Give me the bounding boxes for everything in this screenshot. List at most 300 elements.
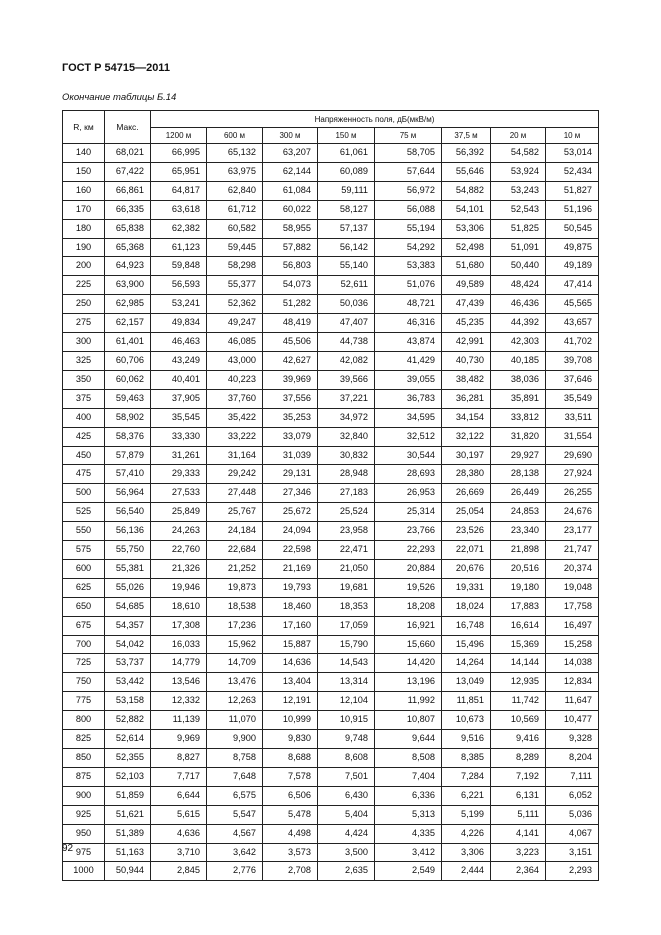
value-cell: 19,873 — [207, 578, 263, 597]
value-cell: 17,059 — [318, 616, 375, 635]
value-cell: 20,374 — [546, 559, 599, 578]
value-cell: 19,946 — [151, 578, 207, 597]
value-cell: 9,328 — [546, 730, 599, 749]
max-value-cell: 54,042 — [105, 635, 151, 654]
value-cell: 33,222 — [207, 427, 263, 446]
value-cell: 12,191 — [263, 692, 318, 711]
max-value-cell: 57,410 — [105, 465, 151, 484]
table-row — [63, 541, 599, 560]
value-cell: 27,448 — [207, 484, 263, 503]
value-cell: 37,646 — [546, 370, 599, 389]
value-cell: 6,506 — [263, 786, 318, 805]
distance-cell: 225 — [63, 276, 105, 295]
max-value-cell: 59,463 — [105, 389, 151, 408]
table-row — [63, 824, 599, 843]
max-value-cell: 51,389 — [105, 824, 151, 843]
value-cell: 52,434 — [546, 162, 599, 181]
value-cell: 3,642 — [207, 843, 263, 862]
field-strength-table — [62, 110, 599, 881]
max-value-cell: 62,157 — [105, 314, 151, 333]
table-row — [63, 503, 599, 522]
value-cell: 61,084 — [263, 181, 318, 200]
value-cell: 31,039 — [263, 446, 318, 465]
value-cell: 56,803 — [263, 257, 318, 276]
value-cell: 54,101 — [442, 200, 491, 219]
value-cell: 26,953 — [375, 484, 442, 503]
value-cell: 51,196 — [546, 200, 599, 219]
value-cell: 12,935 — [491, 673, 546, 692]
table-row — [63, 730, 599, 749]
value-cell: 56,972 — [375, 181, 442, 200]
value-cell: 21,747 — [546, 541, 599, 560]
column-header-height: 600 м — [207, 128, 263, 144]
table-row — [63, 843, 599, 862]
value-cell: 40,223 — [207, 370, 263, 389]
value-cell: 37,905 — [151, 389, 207, 408]
value-cell: 26,449 — [491, 484, 546, 503]
value-cell: 40,401 — [151, 370, 207, 389]
value-cell: 57,137 — [318, 219, 375, 238]
value-cell: 30,544 — [375, 446, 442, 465]
value-cell: 31,554 — [546, 427, 599, 446]
table-caption: Окончание таблицы Б.14 — [62, 92, 177, 103]
table-row — [63, 635, 599, 654]
column-header-height: 20 м — [491, 128, 546, 144]
distance-cell: 300 — [63, 333, 105, 352]
value-cell: 57,882 — [263, 238, 318, 257]
table-row — [63, 616, 599, 635]
value-cell: 18,460 — [263, 597, 318, 616]
value-cell: 50,440 — [491, 257, 546, 276]
value-cell: 5,313 — [375, 805, 442, 824]
value-cell: 27,533 — [151, 484, 207, 503]
value-cell: 8,827 — [151, 749, 207, 768]
value-cell: 14,636 — [263, 654, 318, 673]
max-value-cell: 66,861 — [105, 181, 151, 200]
value-cell: 9,969 — [151, 730, 207, 749]
value-cell: 25,849 — [151, 503, 207, 522]
value-cell: 3,710 — [151, 843, 207, 862]
value-cell: 43,657 — [546, 314, 599, 333]
value-cell: 51,825 — [491, 219, 546, 238]
value-cell: 52,611 — [318, 276, 375, 295]
value-cell: 10,999 — [263, 711, 318, 730]
value-cell: 63,207 — [263, 144, 318, 163]
max-value-cell: 66,335 — [105, 200, 151, 219]
max-value-cell: 53,737 — [105, 654, 151, 673]
value-cell: 49,247 — [207, 314, 263, 333]
value-cell: 13,476 — [207, 673, 263, 692]
value-cell: 51,282 — [263, 295, 318, 314]
max-value-cell: 54,357 — [105, 616, 151, 635]
distance-cell: 650 — [63, 597, 105, 616]
table-row — [63, 484, 599, 503]
value-cell: 26,255 — [546, 484, 599, 503]
value-cell: 54,882 — [442, 181, 491, 200]
value-cell: 15,369 — [491, 635, 546, 654]
value-cell: 28,380 — [442, 465, 491, 484]
value-cell: 65,951 — [151, 162, 207, 181]
value-cell: 52,362 — [207, 295, 263, 314]
value-cell: 7,404 — [375, 767, 442, 786]
value-cell: 48,424 — [491, 276, 546, 295]
value-cell: 30,832 — [318, 446, 375, 465]
max-value-cell: 56,540 — [105, 503, 151, 522]
table-row — [63, 333, 599, 352]
value-cell: 31,164 — [207, 446, 263, 465]
value-cell: 56,142 — [318, 238, 375, 257]
distance-cell: 450 — [63, 446, 105, 465]
value-cell: 14,779 — [151, 654, 207, 673]
value-cell: 42,082 — [318, 351, 375, 370]
value-cell: 56,593 — [151, 276, 207, 295]
value-cell: 24,184 — [207, 522, 263, 541]
value-cell: 51,091 — [491, 238, 546, 257]
distance-cell: 975 — [63, 843, 105, 862]
value-cell: 58,705 — [375, 144, 442, 163]
max-value-cell: 58,902 — [105, 408, 151, 427]
value-cell: 53,306 — [442, 219, 491, 238]
value-cell: 10,807 — [375, 711, 442, 730]
column-group-header: Напряженность поля, дБ(мкВ/м) — [151, 111, 599, 128]
distance-cell: 700 — [63, 635, 105, 654]
value-cell: 21,252 — [207, 559, 263, 578]
distance-cell: 725 — [63, 654, 105, 673]
max-value-cell: 52,103 — [105, 767, 151, 786]
value-cell: 28,693 — [375, 465, 442, 484]
max-value-cell: 65,838 — [105, 219, 151, 238]
table-row — [63, 749, 599, 768]
value-cell: 8,688 — [263, 749, 318, 768]
value-cell: 14,709 — [207, 654, 263, 673]
value-cell: 19,526 — [375, 578, 442, 597]
value-cell: 55,140 — [318, 257, 375, 276]
value-cell: 39,566 — [318, 370, 375, 389]
value-cell: 4,567 — [207, 824, 263, 843]
distance-cell: 500 — [63, 484, 105, 503]
value-cell: 64,817 — [151, 181, 207, 200]
value-cell: 59,848 — [151, 257, 207, 276]
value-cell: 25,314 — [375, 503, 442, 522]
value-cell: 4,067 — [546, 824, 599, 843]
table-row — [63, 238, 599, 257]
max-value-cell: 63,900 — [105, 276, 151, 295]
value-cell: 25,054 — [442, 503, 491, 522]
value-cell: 37,556 — [263, 389, 318, 408]
value-cell: 9,900 — [207, 730, 263, 749]
distance-cell: 1000 — [63, 862, 105, 881]
value-cell: 49,834 — [151, 314, 207, 333]
table-row — [63, 351, 599, 370]
value-cell: 29,131 — [263, 465, 318, 484]
value-cell: 5,404 — [318, 805, 375, 824]
value-cell: 22,293 — [375, 541, 442, 560]
value-cell: 3,223 — [491, 843, 546, 862]
value-cell: 37,760 — [207, 389, 263, 408]
value-cell: 22,760 — [151, 541, 207, 560]
distance-cell: 170 — [63, 200, 105, 219]
value-cell: 13,314 — [318, 673, 375, 692]
value-cell: 59,111 — [318, 181, 375, 200]
value-cell: 15,790 — [318, 635, 375, 654]
column-header-height: 1200 м — [151, 128, 207, 144]
value-cell: 11,851 — [442, 692, 491, 711]
value-cell: 43,000 — [207, 351, 263, 370]
distance-cell: 575 — [63, 541, 105, 560]
table-row — [63, 370, 599, 389]
value-cell: 15,496 — [442, 635, 491, 654]
value-cell: 24,094 — [263, 522, 318, 541]
value-cell: 9,748 — [318, 730, 375, 749]
value-cell: 55,194 — [375, 219, 442, 238]
max-value-cell: 55,381 — [105, 559, 151, 578]
column-header-max: Макс. — [105, 111, 151, 144]
value-cell: 4,226 — [442, 824, 491, 843]
value-cell: 6,336 — [375, 786, 442, 805]
value-cell: 20,676 — [442, 559, 491, 578]
page-number: 92 — [62, 843, 74, 854]
value-cell: 16,497 — [546, 616, 599, 635]
column-header-distance: R, км — [63, 111, 105, 144]
table-row — [63, 162, 599, 181]
value-cell: 10,915 — [318, 711, 375, 730]
table-row — [63, 200, 599, 219]
value-cell: 17,308 — [151, 616, 207, 635]
value-cell: 5,547 — [207, 805, 263, 824]
table-row — [63, 862, 599, 881]
value-cell: 35,545 — [151, 408, 207, 427]
value-cell: 25,767 — [207, 503, 263, 522]
value-cell: 38,036 — [491, 370, 546, 389]
value-cell: 7,192 — [491, 767, 546, 786]
value-cell: 39,055 — [375, 370, 442, 389]
value-cell: 40,730 — [442, 351, 491, 370]
distance-cell: 160 — [63, 181, 105, 200]
max-value-cell: 52,882 — [105, 711, 151, 730]
value-cell: 2,444 — [442, 862, 491, 881]
value-cell: 13,049 — [442, 673, 491, 692]
value-cell: 18,353 — [318, 597, 375, 616]
distance-cell: 900 — [63, 786, 105, 805]
max-value-cell: 58,376 — [105, 427, 151, 446]
value-cell: 17,236 — [207, 616, 263, 635]
value-cell: 41,429 — [375, 351, 442, 370]
distance-cell: 925 — [63, 805, 105, 824]
value-cell: 53,241 — [151, 295, 207, 314]
value-cell: 14,144 — [491, 654, 546, 673]
value-cell: 47,439 — [442, 295, 491, 314]
value-cell: 56,088 — [375, 200, 442, 219]
distance-cell: 180 — [63, 219, 105, 238]
value-cell: 40,185 — [491, 351, 546, 370]
value-cell: 20,884 — [375, 559, 442, 578]
max-value-cell: 60,062 — [105, 370, 151, 389]
distance-cell: 825 — [63, 730, 105, 749]
distance-cell: 775 — [63, 692, 105, 711]
value-cell: 42,991 — [442, 333, 491, 352]
table-row — [63, 673, 599, 692]
value-cell: 5,036 — [546, 805, 599, 824]
value-cell: 55,646 — [442, 162, 491, 181]
value-cell: 17,883 — [491, 597, 546, 616]
max-value-cell: 55,750 — [105, 541, 151, 560]
value-cell: 22,471 — [318, 541, 375, 560]
value-cell: 56,392 — [442, 144, 491, 163]
value-cell: 10,477 — [546, 711, 599, 730]
value-cell: 16,033 — [151, 635, 207, 654]
value-cell: 58,298 — [207, 257, 263, 276]
max-value-cell: 57,879 — [105, 446, 151, 465]
value-cell: 32,512 — [375, 427, 442, 446]
value-cell: 63,975 — [207, 162, 263, 181]
value-cell: 48,419 — [263, 314, 318, 333]
distance-cell: 350 — [63, 370, 105, 389]
value-cell: 61,712 — [207, 200, 263, 219]
value-cell: 24,263 — [151, 522, 207, 541]
table-row — [63, 786, 599, 805]
value-cell: 2,635 — [318, 862, 375, 881]
max-value-cell: 51,621 — [105, 805, 151, 824]
value-cell: 5,478 — [263, 805, 318, 824]
distance-cell: 400 — [63, 408, 105, 427]
value-cell: 33,079 — [263, 427, 318, 446]
value-cell: 12,263 — [207, 692, 263, 711]
max-value-cell: 56,964 — [105, 484, 151, 503]
distance-cell: 875 — [63, 767, 105, 786]
value-cell: 55,377 — [207, 276, 263, 295]
value-cell: 46,436 — [491, 295, 546, 314]
value-cell: 54,582 — [491, 144, 546, 163]
distance-cell: 425 — [63, 427, 105, 446]
max-value-cell: 64,923 — [105, 257, 151, 276]
value-cell: 36,281 — [442, 389, 491, 408]
value-cell: 66,995 — [151, 144, 207, 163]
value-cell: 19,681 — [318, 578, 375, 597]
distance-cell: 850 — [63, 749, 105, 768]
table-row — [63, 295, 599, 314]
table-row — [63, 181, 599, 200]
value-cell: 11,070 — [207, 711, 263, 730]
distance-cell: 140 — [63, 144, 105, 163]
value-cell: 44,392 — [491, 314, 546, 333]
max-value-cell: 65,368 — [105, 238, 151, 257]
value-cell: 9,644 — [375, 730, 442, 749]
value-cell: 2,845 — [151, 862, 207, 881]
value-cell: 54,292 — [375, 238, 442, 257]
value-cell: 21,050 — [318, 559, 375, 578]
value-cell: 9,416 — [491, 730, 546, 749]
value-cell: 38,482 — [442, 370, 491, 389]
distance-cell: 275 — [63, 314, 105, 333]
value-cell: 4,335 — [375, 824, 442, 843]
value-cell: 16,921 — [375, 616, 442, 635]
value-cell: 37,221 — [318, 389, 375, 408]
value-cell: 5,199 — [442, 805, 491, 824]
value-cell: 53,924 — [491, 162, 546, 181]
value-cell: 61,061 — [318, 144, 375, 163]
value-cell: 49,875 — [546, 238, 599, 257]
value-cell: 12,332 — [151, 692, 207, 711]
value-cell: 57,644 — [375, 162, 442, 181]
value-cell: 23,766 — [375, 522, 442, 541]
value-cell: 51,076 — [375, 276, 442, 295]
max-value-cell: 56,136 — [105, 522, 151, 541]
column-header-height: 10 м — [546, 128, 599, 144]
distance-cell: 475 — [63, 465, 105, 484]
value-cell: 11,992 — [375, 692, 442, 711]
max-value-cell: 60,706 — [105, 351, 151, 370]
value-cell: 8,508 — [375, 749, 442, 768]
distance-cell: 675 — [63, 616, 105, 635]
distance-cell: 190 — [63, 238, 105, 257]
value-cell: 22,598 — [263, 541, 318, 560]
max-value-cell: 68,021 — [105, 144, 151, 163]
value-cell: 16,614 — [491, 616, 546, 635]
value-cell: 8,608 — [318, 749, 375, 768]
value-cell: 32,122 — [442, 427, 491, 446]
value-cell: 58,127 — [318, 200, 375, 219]
value-cell: 62,382 — [151, 219, 207, 238]
value-cell: 23,958 — [318, 522, 375, 541]
table-row — [63, 805, 599, 824]
value-cell: 17,758 — [546, 597, 599, 616]
max-value-cell: 54,685 — [105, 597, 151, 616]
value-cell: 50,036 — [318, 295, 375, 314]
value-cell: 47,407 — [318, 314, 375, 333]
value-cell: 23,177 — [546, 522, 599, 541]
value-cell: 22,071 — [442, 541, 491, 560]
value-cell: 11,742 — [491, 692, 546, 711]
value-cell: 65,132 — [207, 144, 263, 163]
value-cell: 46,085 — [207, 333, 263, 352]
value-cell: 7,501 — [318, 767, 375, 786]
value-cell: 8,204 — [546, 749, 599, 768]
value-cell: 12,834 — [546, 673, 599, 692]
value-cell: 31,820 — [491, 427, 546, 446]
max-value-cell: 61,401 — [105, 333, 151, 352]
value-cell: 14,038 — [546, 654, 599, 673]
value-cell: 45,565 — [546, 295, 599, 314]
value-cell: 28,948 — [318, 465, 375, 484]
value-cell: 17,160 — [263, 616, 318, 635]
value-cell: 27,346 — [263, 484, 318, 503]
value-cell: 45,506 — [263, 333, 318, 352]
distance-cell: 800 — [63, 711, 105, 730]
value-cell: 39,969 — [263, 370, 318, 389]
value-cell: 3,412 — [375, 843, 442, 862]
value-cell: 15,258 — [546, 635, 599, 654]
value-cell: 58,955 — [263, 219, 318, 238]
value-cell: 8,758 — [207, 749, 263, 768]
value-cell: 16,748 — [442, 616, 491, 635]
value-cell: 53,383 — [375, 257, 442, 276]
value-cell: 42,303 — [491, 333, 546, 352]
max-value-cell: 50,944 — [105, 862, 151, 881]
value-cell: 34,595 — [375, 408, 442, 427]
value-cell: 11,139 — [151, 711, 207, 730]
table-row — [63, 465, 599, 484]
value-cell: 20,516 — [491, 559, 546, 578]
value-cell: 6,575 — [207, 786, 263, 805]
value-cell: 18,538 — [207, 597, 263, 616]
max-value-cell: 67,422 — [105, 162, 151, 181]
table-row — [63, 692, 599, 711]
value-cell: 35,253 — [263, 408, 318, 427]
table-row — [63, 314, 599, 333]
value-cell: 8,289 — [491, 749, 546, 768]
distance-cell: 625 — [63, 578, 105, 597]
max-value-cell: 51,163 — [105, 843, 151, 862]
